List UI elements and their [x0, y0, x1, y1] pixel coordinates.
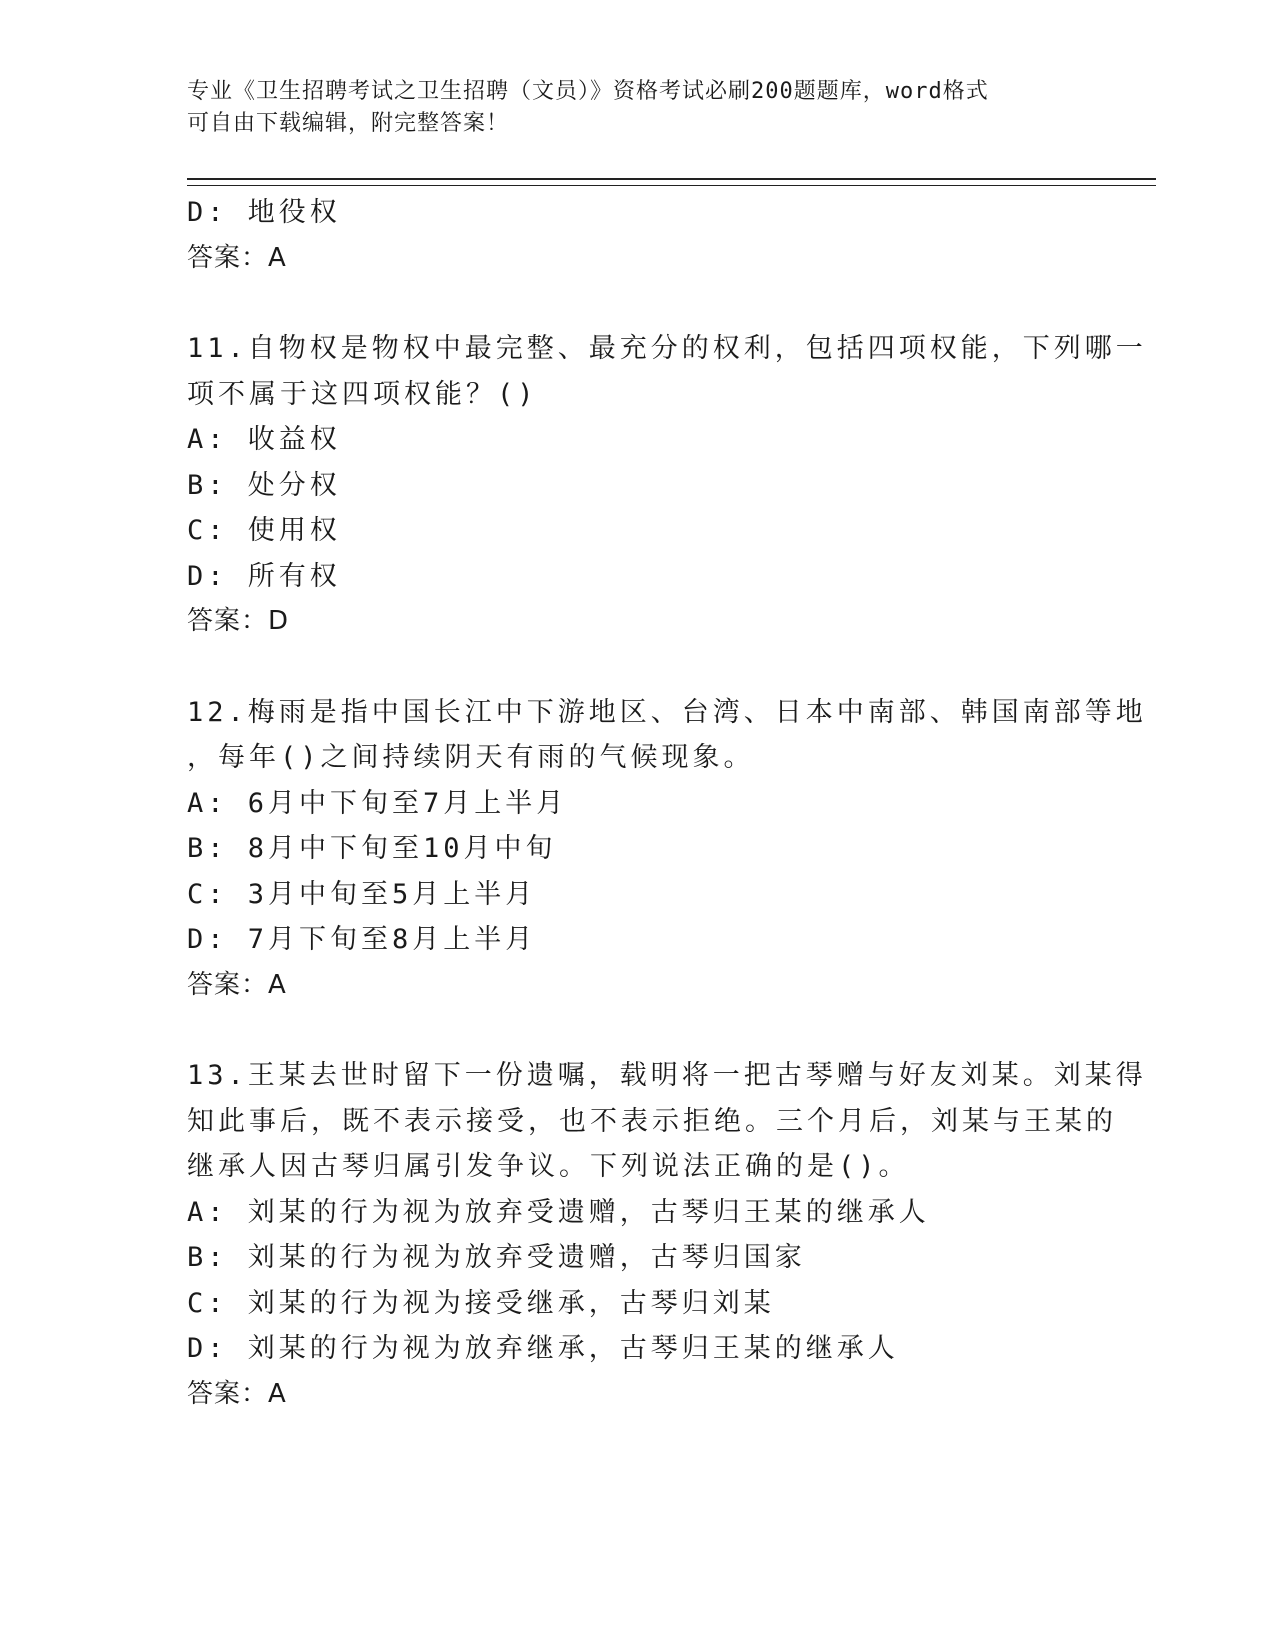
option-a: A: 收益权: [187, 424, 341, 455]
answer-line: 答案：A: [187, 1378, 287, 1409]
question-12: [187, 690, 1147, 1009]
option-d: D: 地役权: [187, 197, 341, 228]
previous-question-tail: [187, 190, 1087, 281]
option-b: B: 处分权: [187, 469, 341, 501]
spacer: [187, 281, 1087, 326]
option-b: B: 8月中下旬至10月中旬: [187, 833, 557, 864]
answer-line: 答案：A: [187, 242, 287, 273]
header-divider: [187, 178, 1156, 186]
question-stem: 13.王某去世时留下一份遗嘱，载明将一把古琴赠与好友刘某。刘某得: [187, 1060, 1147, 1091]
option-d: D: 7月下旬至8月上半月: [187, 924, 537, 955]
option-c: C: 3月中旬至5月上半月: [187, 878, 537, 910]
option-b: B: 刘某的行为视为放弃受遗赠，古琴归国家: [187, 1242, 806, 1273]
question-list: [187, 190, 1147, 1417]
spacer: [187, 1008, 1087, 1053]
option-d: D: 所有权: [187, 560, 341, 592]
answer-line: 答案：D: [187, 606, 290, 636]
option-d: D: 刘某的行为视为放弃继承，古琴归王某的继承人: [187, 1333, 899, 1364]
page-header: [187, 76, 1067, 140]
question-stem: 继承人因古琴归属引发争议。下列说法正确的是()。: [187, 1151, 910, 1182]
option-a: A: 6月中下旬至7月上半月: [187, 787, 568, 819]
spacer: [187, 645, 1087, 690]
header-title-line-1: 专业《卫生招聘考试之卫生招聘（文员）》资格考试必刷200题题库，word格式: [187, 79, 989, 104]
answer-line: 答案：A: [187, 969, 287, 1000]
option-c: C: 使用权: [187, 515, 341, 546]
option-a: A: 刘某的行为视为放弃受遗赠，古琴归王某的继承人: [187, 1196, 930, 1228]
header-title-line-2: 可自由下载编辑，附完整答案！: [187, 111, 510, 136]
question-stem: 项不属于这四项权能？(): [187, 378, 538, 410]
question-stem: 知此事后，既不表示接受，也不表示拒绝。三个月后，刘某与王某的: [187, 1105, 1117, 1137]
question-11: [187, 326, 1147, 645]
question-stem: 12.梅雨是指中国长江中下游地区、台湾、日本中南部、韩国南部等地: [187, 696, 1147, 728]
question-stem: ，每年()之间持续阴天有雨的气候现象。: [187, 742, 755, 773]
question-stem: 11.自物权是物权中最完整、最充分的权利，包括四项权能，下列哪一: [187, 333, 1147, 364]
option-c: C: 刘某的行为视为接受继承，古琴归刘某: [187, 1287, 775, 1319]
question-13: [187, 1053, 1147, 1417]
